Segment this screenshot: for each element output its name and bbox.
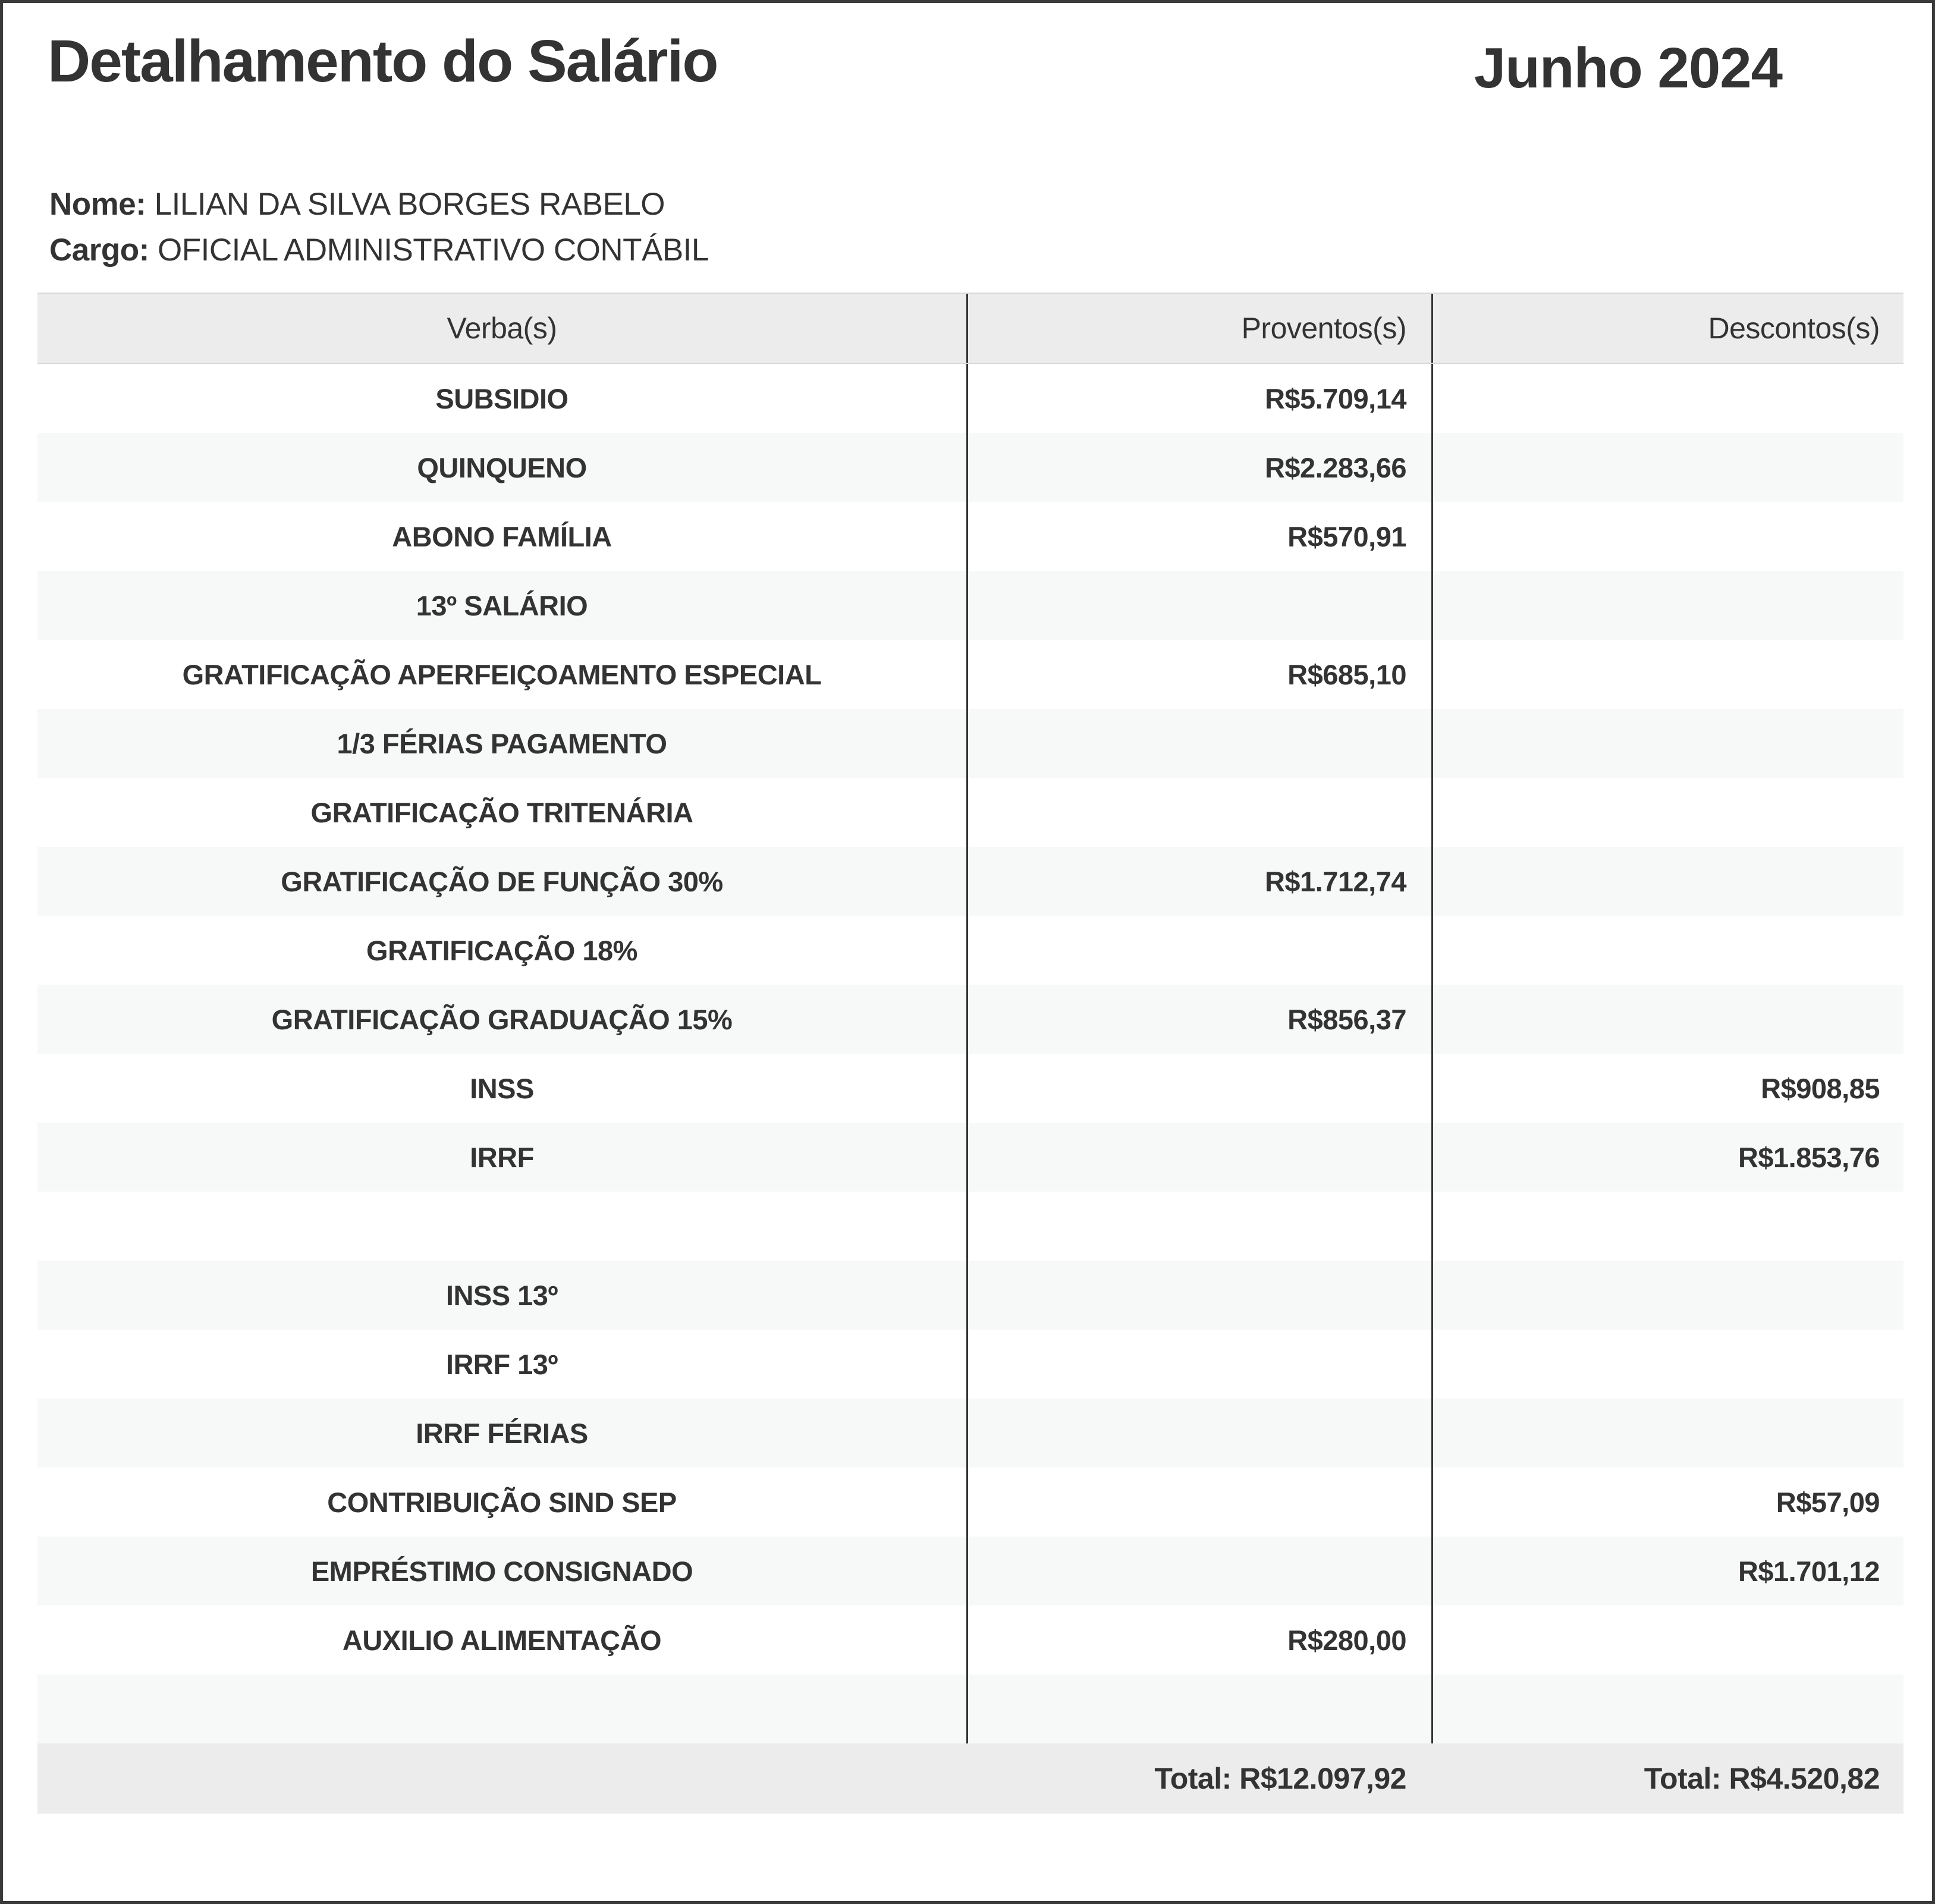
table-row	[37, 1468, 1903, 1537]
column-header-descontos: Descontos(s)	[1431, 294, 1903, 363]
cell-descontos	[1431, 364, 1903, 433]
cell-proventos	[966, 1192, 1431, 1261]
cell-proventos	[966, 916, 1431, 985]
cell-proventos: R$685,10	[966, 640, 1431, 709]
cell-proventos: R$2.283,66	[966, 433, 1431, 502]
cell-verba: GRATIFICAÇÃO TRITENÁRIA	[310, 796, 693, 828]
cell-verba: 1/3 FÉRIAS PAGAMENTO	[337, 727, 667, 759]
table-row	[37, 1674, 1903, 1743]
employee-name-line	[49, 181, 1932, 227]
cell-descontos: R$1.701,12	[1431, 1537, 1903, 1605]
table-row	[37, 1054, 1903, 1123]
cell-descontos: R$1.853,76	[1431, 1123, 1903, 1192]
cell-proventos	[966, 1123, 1431, 1192]
role-label: Cargo:	[49, 232, 149, 268]
table-row	[37, 916, 1903, 985]
cell-verba: SUBSIDIO	[435, 382, 568, 414]
table-row	[37, 1330, 1903, 1399]
total-row-spacer	[37, 1743, 966, 1814]
table-row	[37, 985, 1903, 1054]
period-label: Junho 2024	[1474, 36, 1782, 100]
cell-verba	[37, 1674, 966, 1743]
cell-descontos	[1431, 1674, 1903, 1743]
cell-verba: IRRF FÉRIAS	[416, 1417, 588, 1449]
cell-descontos	[1431, 433, 1903, 502]
cell-proventos: R$5.709,14	[966, 364, 1431, 433]
cell-verba: IRRF	[470, 1141, 534, 1173]
employee-info	[49, 181, 1932, 273]
cell-descontos	[1431, 1192, 1903, 1261]
cell-verba: IRRF 13º	[445, 1348, 558, 1380]
cell-verba: GRATIFICAÇÃO 18%	[366, 934, 637, 966]
salary-table	[37, 293, 1903, 1814]
cell-verba: AUXILIO ALIMENTAÇÃO	[342, 1624, 662, 1656]
cell-descontos	[1431, 571, 1903, 640]
table-row	[37, 1399, 1903, 1468]
cell-descontos	[1431, 502, 1903, 571]
cell-verba: GRATIFICAÇÃO GRADUAÇÃO 15%	[271, 1003, 733, 1035]
cell-proventos: R$856,37	[966, 985, 1431, 1054]
cell-descontos	[1431, 640, 1903, 709]
cell-descontos	[1431, 1605, 1903, 1674]
cell-proventos: R$280,00	[966, 1605, 1431, 1674]
table-row	[37, 1192, 1903, 1261]
table-row	[37, 778, 1903, 847]
name-value: LILIAN DA SILVA BORGES RABELO	[154, 187, 665, 222]
cell-descontos: R$57,09	[1431, 1468, 1903, 1537]
cell-verba: GRATIFICAÇÃO DE FUNÇÃO 30%	[281, 865, 723, 897]
cell-proventos: R$1.712,74	[966, 847, 1431, 916]
cell-proventos	[966, 778, 1431, 847]
cell-proventos	[966, 1674, 1431, 1743]
table-row	[37, 640, 1903, 709]
cell-descontos	[1431, 847, 1903, 916]
cell-verba	[37, 1192, 966, 1261]
cell-proventos	[966, 1399, 1431, 1468]
cell-verba: ABONO FAMÍLIA	[392, 520, 612, 552]
cell-verba: EMPRÉSTIMO CONSIGNADO	[310, 1555, 693, 1587]
table-header	[37, 293, 1903, 364]
cell-verba: 13º SALÁRIO	[416, 589, 588, 621]
cell-descontos	[1431, 916, 1903, 985]
role-value: OFICIAL ADMINISTRATIVO CONTÁBIL	[158, 232, 709, 268]
page-title: Detalhamento do Salário	[48, 28, 718, 95]
employee-role-line	[49, 227, 1932, 273]
total-descontos: Total: R$4.520,82	[1644, 1762, 1880, 1795]
table-row	[37, 364, 1903, 433]
total-row	[37, 1743, 1903, 1814]
table-row	[37, 571, 1903, 640]
cell-proventos: R$570,91	[966, 502, 1431, 571]
cell-descontos	[1431, 1330, 1903, 1399]
cell-descontos	[1431, 709, 1903, 778]
column-header-proventos: Proventos(s)	[966, 294, 1431, 363]
cell-proventos	[966, 571, 1431, 640]
cell-verba: GRATIFICAÇÃO APERFEIÇOAMENTO ESPECIAL	[182, 658, 822, 690]
cell-proventos	[966, 709, 1431, 778]
column-header-verba: Verba(s)	[447, 312, 557, 345]
cell-proventos	[966, 1468, 1431, 1537]
cell-proventos	[966, 1330, 1431, 1399]
table-row	[37, 502, 1903, 571]
cell-proventos	[966, 1054, 1431, 1123]
cell-verba: CONTRIBUIÇÃO SIND SEP	[327, 1486, 677, 1518]
table-row	[37, 1261, 1903, 1330]
total-proventos: Total: R$12.097,92	[1154, 1762, 1406, 1795]
cell-descontos	[1431, 1399, 1903, 1468]
cell-proventos	[966, 1537, 1431, 1605]
cell-descontos	[1431, 778, 1903, 847]
table-row	[37, 709, 1903, 778]
name-label: Nome:	[49, 187, 146, 222]
cell-descontos: R$908,85	[1431, 1054, 1903, 1123]
cell-descontos	[1431, 985, 1903, 1054]
cell-verba: QUINQUENO	[417, 451, 587, 483]
table-row	[37, 1605, 1903, 1674]
cell-descontos	[1431, 1261, 1903, 1330]
table-row	[37, 433, 1903, 502]
document-header	[3, 3, 1932, 155]
table-body	[37, 364, 1903, 1743]
cell-verba: INSS 13º	[445, 1279, 558, 1311]
table-row	[37, 847, 1903, 916]
cell-proventos	[966, 1261, 1431, 1330]
table-row	[37, 1123, 1903, 1192]
cell-verba: INSS	[470, 1072, 534, 1104]
table-row	[37, 1537, 1903, 1605]
